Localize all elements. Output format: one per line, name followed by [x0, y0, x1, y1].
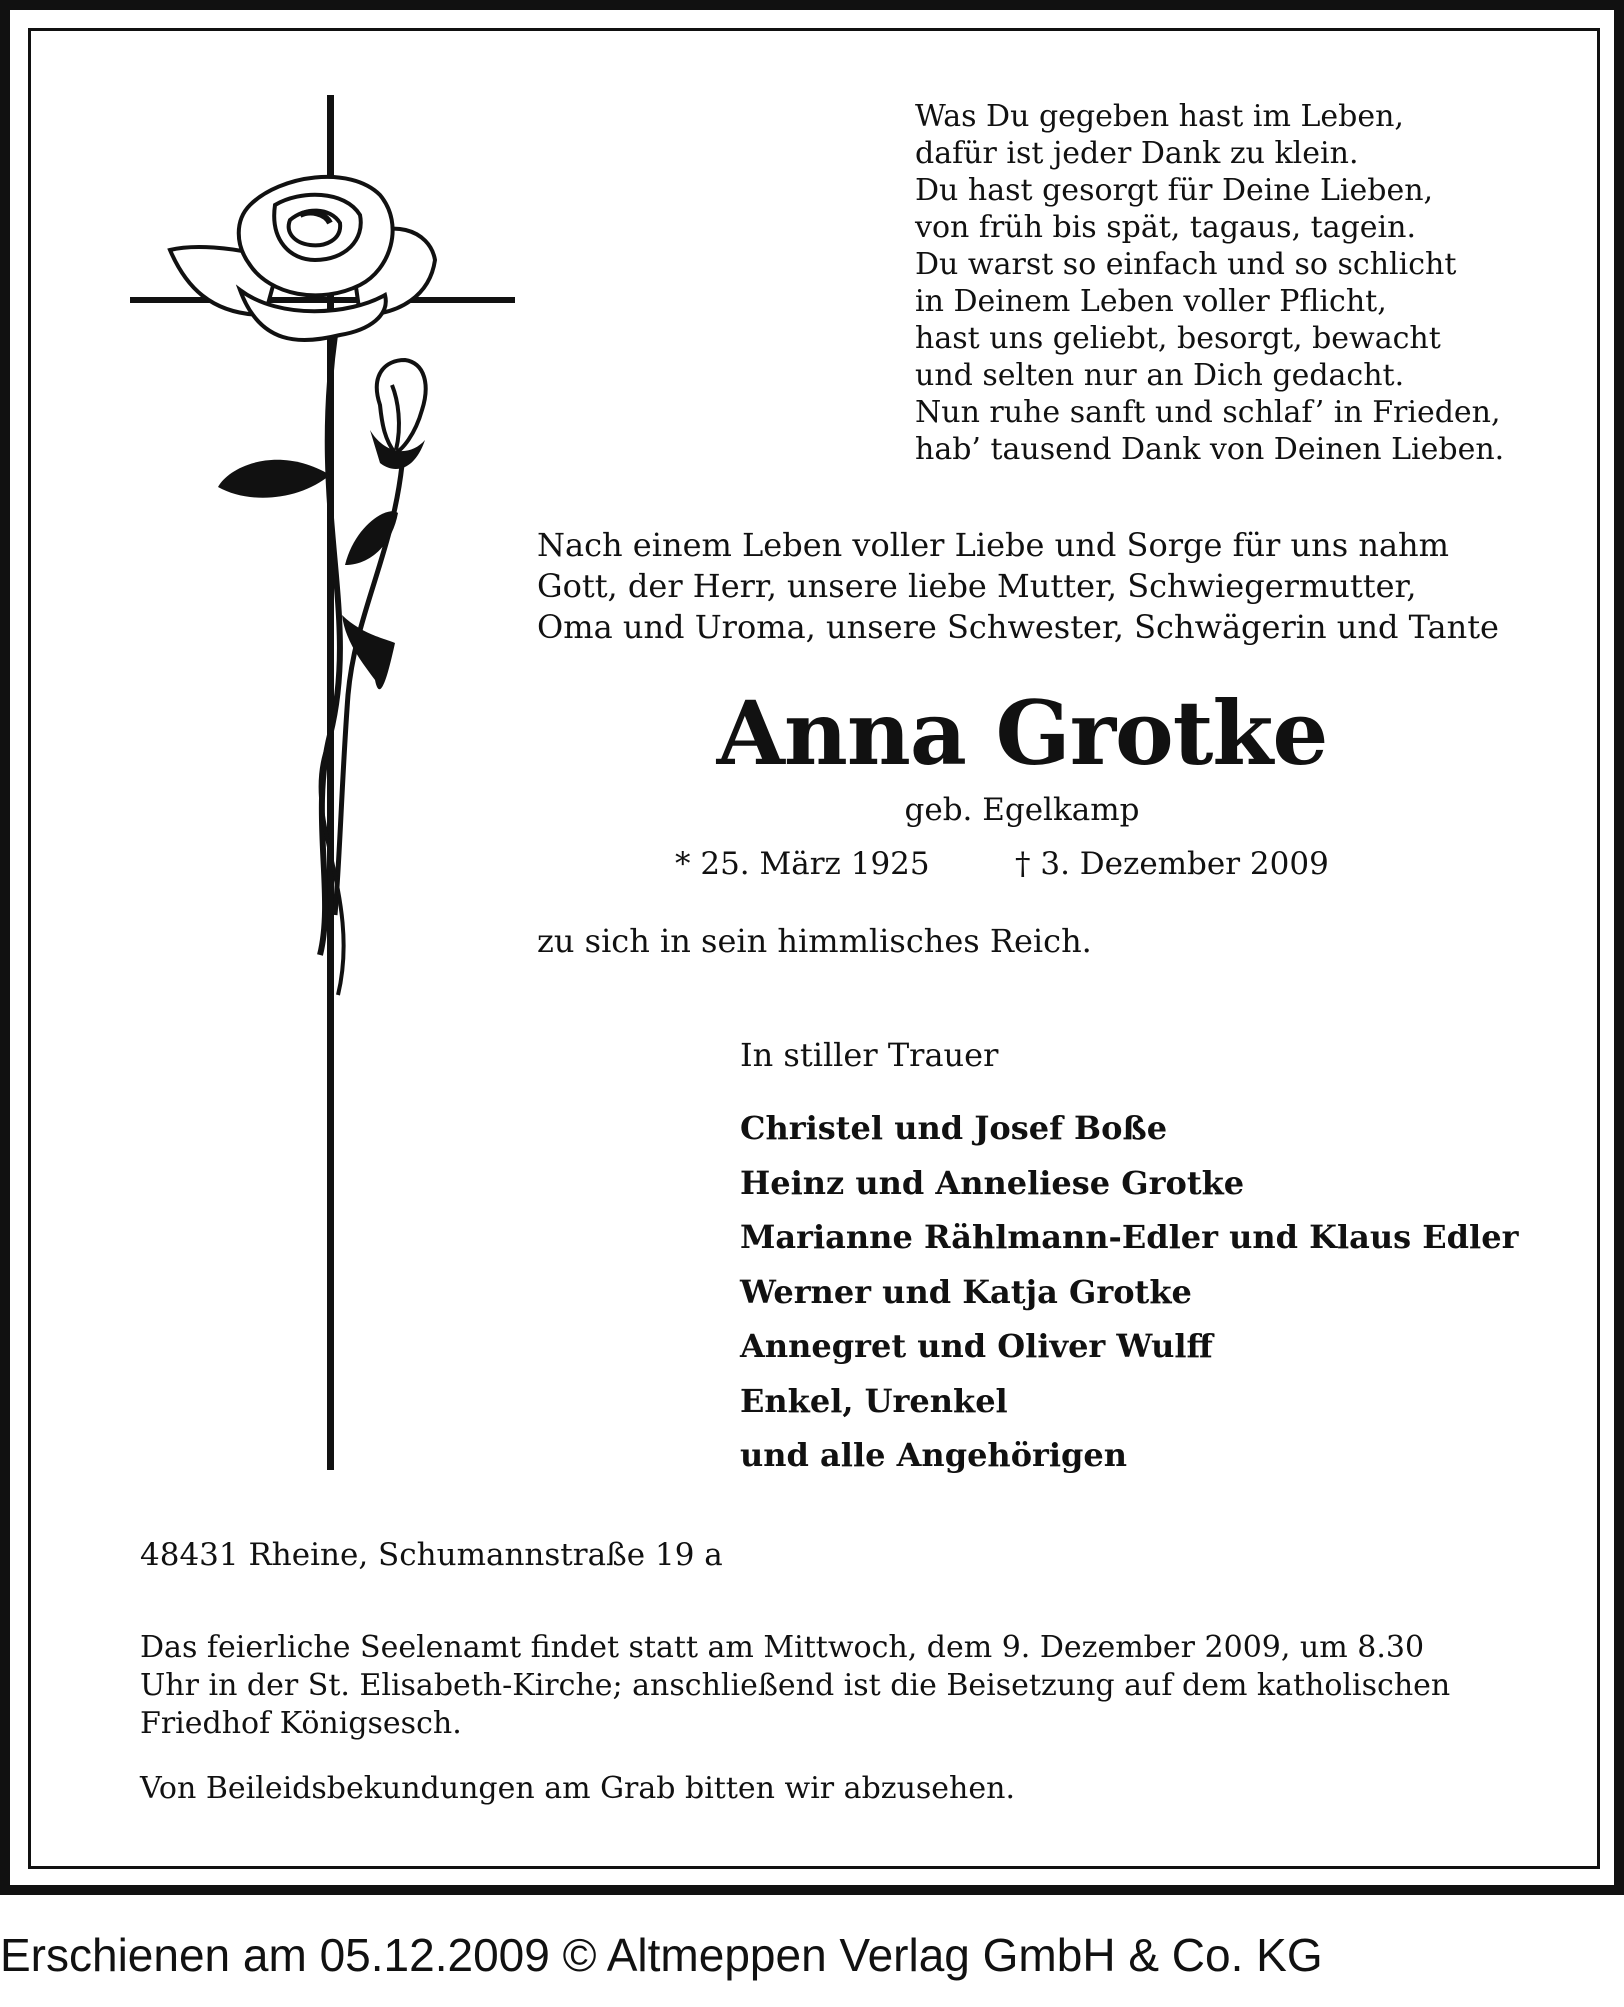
publication-footer: Erschienen am 05.12.2009 © Altmeppen Verlag GmbH & Co. KG [0, 1929, 1323, 1981]
intro-line: Gott, der Herr, unsere liebe Mutter, Schwiegermutter, [537, 567, 1417, 605]
service-line: Uhr in der St. Elisabeth-Kirche; anschließend ist die Beisetzung auf dem katholischen [140, 1668, 1451, 1703]
mourner-item: Enkel, Urenkel [740, 1381, 1008, 1420]
poem-line: Du hast gesorgt für Deine Lieben, [915, 173, 1434, 208]
family-address: 48431 Rheine, Schumannstraße 19 a [140, 1537, 723, 1573]
mourning-heading: In stiller Trauer [740, 1036, 999, 1074]
mourners-list [740, 1101, 1518, 1483]
poem-line: hab’ tausend Dank von Deinen Lieben. [915, 432, 1505, 467]
poem-line: Was Du gegeben hast im Leben, [915, 99, 1404, 134]
maiden-name: geb. Egelkamp [904, 792, 1140, 828]
mourner-item: Heinz und Anneliese Grotke [740, 1163, 1245, 1202]
service-details [140, 1629, 1507, 1743]
poem-line: hast uns geliebt, besorgt, bewacht [915, 321, 1441, 356]
poem-line: dafür ist jeder Dank zu klein. [915, 136, 1359, 171]
condolence-note: Von Beileidsbekundungen am Grab bitten wir abzusehen. [140, 1771, 1015, 1806]
mourner-item: Christel und Josef Boße [740, 1109, 1168, 1147]
birth-date: * 25. März 1925 [675, 846, 930, 882]
memorial-poem [915, 98, 1565, 468]
intro-line: Oma und Uroma, unsere Schwester, Schwägerin und Tante [537, 608, 1499, 646]
service-line: Friedhof Königsesch. [140, 1706, 462, 1741]
deceased-name: Anna Grotke [716, 681, 1328, 785]
mourner-item: Marianne Rählmann-Edler und Klaus Edler [740, 1218, 1519, 1256]
poem-line: und selten nur an Dich gedacht. [915, 358, 1405, 393]
mourner-item: Annegret und Oliver Wulff [740, 1327, 1213, 1365]
closing-line: zu sich in sein himmlisches Reich. [537, 922, 1092, 960]
poem-line: Du warst so einfach und so schlicht [915, 247, 1457, 282]
poem-line: von früh bis spät, tagaus, tagein. [915, 210, 1417, 245]
cross-with-roses-icon [130, 95, 550, 1475]
intro-line: Nach einem Leben voller Liebe und Sorge für uns nahm [537, 526, 1449, 564]
poem-line: in Deinem Leben voller Pflicht, [915, 284, 1387, 319]
announcement-intro [537, 525, 1507, 648]
service-line: Das feierliche Seelenamt findet statt am Mittwoch, dem 9. Dezember 2009, um 8.30 [140, 1630, 1425, 1665]
mourner-item: und alle Angehörigen [740, 1436, 1128, 1474]
death-date: † 3. Dezember 2009 [1015, 846, 1329, 882]
mourner-item: Werner und Katja Grotke [740, 1272, 1192, 1311]
poem-line: Nun ruhe sanft und schlaf’ in Frieden, [915, 395, 1501, 430]
